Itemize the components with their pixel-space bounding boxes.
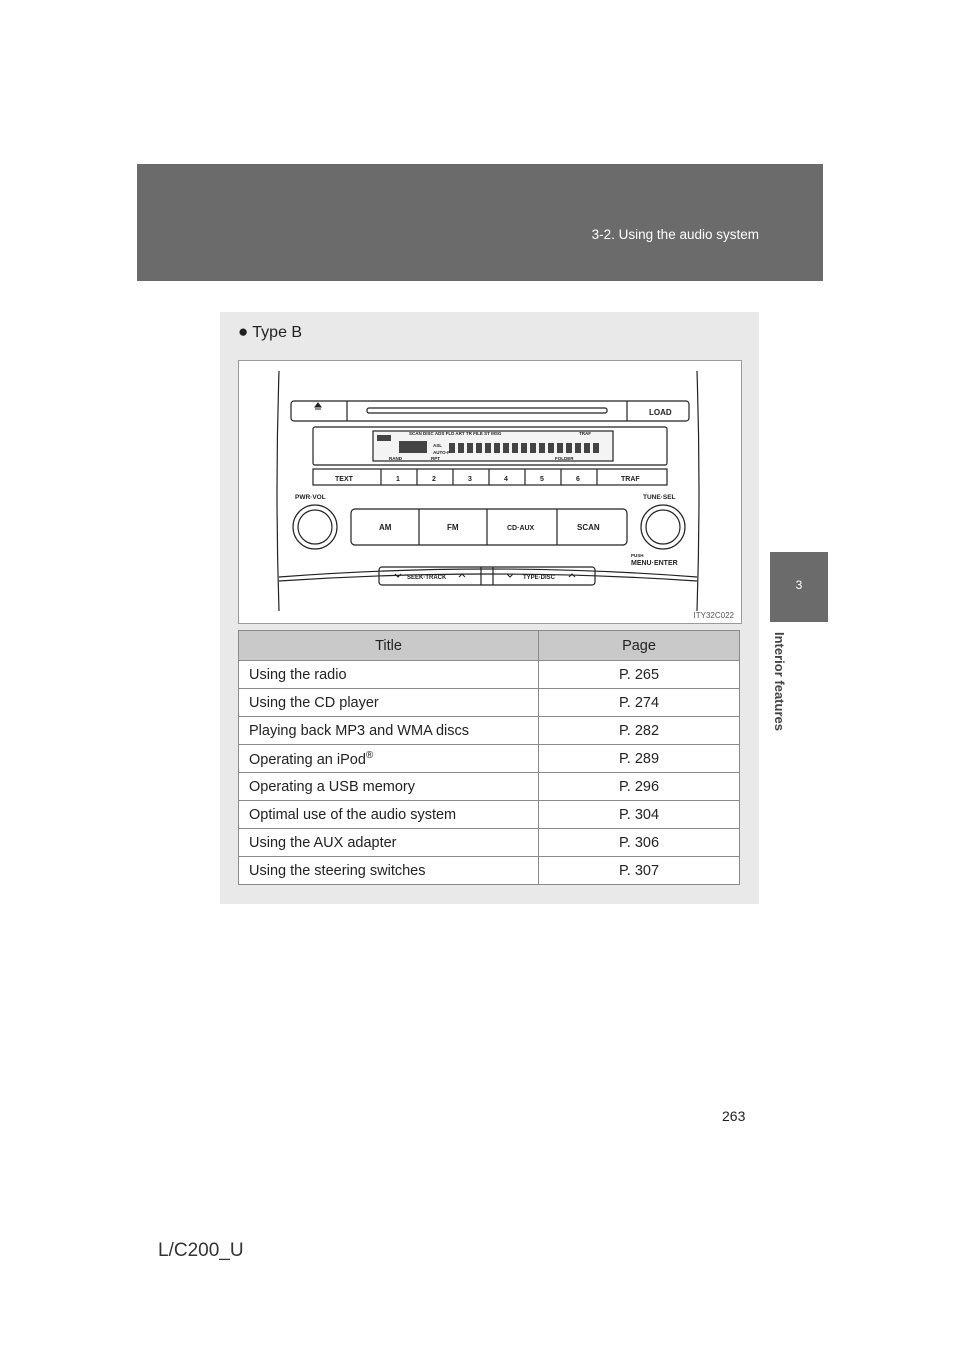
- display-rpt-label: RPT: [431, 456, 440, 461]
- text-button-label: TEXT: [335, 476, 353, 483]
- preset-1-label: 1: [396, 476, 400, 483]
- am-button-label: AM: [379, 523, 392, 532]
- chapter-header: [137, 164, 823, 281]
- page-number: 263: [722, 1108, 746, 1124]
- row-page: P. 274: [539, 689, 740, 717]
- row-page: P. 306: [539, 829, 740, 857]
- menu-enter-label: MENU·ENTER: [631, 560, 678, 567]
- pwr-vol-label: PWR·VOL: [295, 494, 326, 501]
- row-title: Operating a USB memory: [239, 773, 539, 801]
- display-rand-label: RAND: [389, 456, 402, 461]
- preset-3-label: 3: [468, 476, 472, 483]
- preset-5-label: 5: [540, 476, 544, 483]
- row-title: Playing back MP3 and WMA discs: [239, 717, 539, 745]
- row-page: P. 307: [539, 857, 740, 885]
- reference-table: [238, 630, 740, 885]
- seek-track-label: SEEK·TRACK: [407, 575, 447, 581]
- section-title: [238, 322, 302, 342]
- table-row: [239, 773, 740, 801]
- figure-code: ITY32C022: [693, 611, 734, 620]
- registered-mark: ®: [365, 749, 374, 761]
- table-row: [239, 689, 740, 717]
- audio-unit-drawing: [239, 361, 741, 623]
- preset-2-label: 2: [432, 476, 436, 483]
- section-title-text: Type B: [252, 324, 303, 341]
- table-header-row: [239, 631, 740, 661]
- table-row: [239, 717, 740, 745]
- scan-button-label: SCAN: [577, 523, 600, 532]
- cd-aux-button-label: CD·AUX: [507, 525, 535, 532]
- content-panel: [220, 312, 759, 904]
- chapter-number: 3: [795, 578, 803, 592]
- display-top-label: SCAN DISC ADS FLD ART TR FILE ST MSG: [409, 431, 502, 436]
- row-page: P. 282: [539, 717, 740, 745]
- display-asl-label: ASL: [433, 443, 442, 448]
- type-disc-label: TYPE·DISC: [523, 575, 556, 581]
- row-page: P. 265: [539, 661, 740, 689]
- display-traf-label: TRAF: [579, 431, 591, 436]
- row-page: P. 304: [539, 801, 740, 829]
- document-code: L/C200_U: [158, 1240, 244, 1261]
- preset-4-label: 4: [504, 476, 508, 483]
- traf-button-label: TRAF: [621, 476, 640, 483]
- row-title: Using the steering switches: [239, 857, 539, 885]
- audio-unit-figure: [238, 360, 742, 624]
- row-title: [239, 745, 539, 773]
- table-row: [239, 661, 740, 689]
- preset-6-label: 6: [576, 476, 580, 483]
- row-title: Using the AUX adapter: [239, 829, 539, 857]
- load-label: LOAD: [649, 408, 672, 417]
- row-title: Using the radio: [239, 661, 539, 689]
- row-page: P. 296: [539, 773, 740, 801]
- table-row: [239, 745, 740, 773]
- section-heading: 3-2. Using the audio system: [591, 227, 759, 242]
- fm-button-label: FM: [447, 523, 459, 532]
- row-title: Optimal use of the audio system: [239, 801, 539, 829]
- chapter-tab: [770, 552, 828, 622]
- title-column-header: Title: [239, 631, 539, 661]
- display-autop-label: AUTO-P: [433, 450, 451, 455]
- bullet-icon: ●: [238, 322, 249, 341]
- table-row: [239, 829, 740, 857]
- tune-sel-label: TUNE·SEL: [643, 494, 676, 501]
- row-title-text: Operating an iPod: [249, 751, 366, 768]
- row-title: Using the CD player: [239, 689, 539, 717]
- display-folder-label: FOLDER: [555, 456, 574, 461]
- row-page: P. 289: [539, 745, 740, 773]
- table-row: [239, 857, 740, 885]
- table-row: [239, 801, 740, 829]
- push-label: PUSH: [631, 553, 644, 558]
- page-column-header: Page: [539, 631, 740, 661]
- eject-icon: [315, 403, 321, 409]
- chapter-side-label: Interior features: [772, 632, 787, 731]
